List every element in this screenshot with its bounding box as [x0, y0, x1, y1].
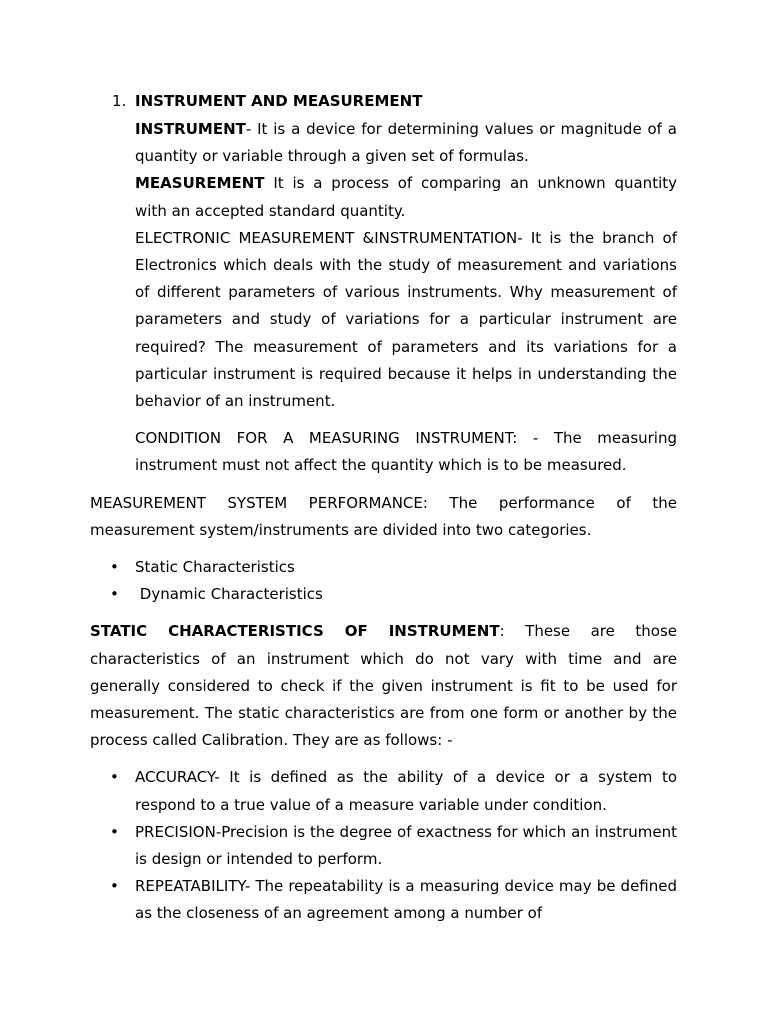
- section-number: 1.: [112, 92, 127, 110]
- measurement-text: It is a process of comparing an unknown quantity with an accepted standard quantity.: [135, 174, 677, 220]
- static-characteristics-paragraph: [90, 618, 677, 754]
- list-item-text: ACCURACY- It is defined as the ability of a device or a system to respond to a true value of a measure variable under condition.: [135, 768, 677, 814]
- document-page: [90, 86, 677, 928]
- list-item: [110, 873, 677, 927]
- instrument-definition: [135, 116, 677, 170]
- list-item: [110, 554, 677, 581]
- condition-paragraph: CONDITION FOR A MEASURING INSTRUMENT: - The measuring instrument must not affect the quantity which is to be measured.: [135, 429, 677, 475]
- bullet-icon: •: [110, 585, 119, 604]
- electronic-measurement-paragraph: ELECTRONIC MEASUREMENT &INSTRUMENTATION- It is the branch of Electronics which deals with the study of measurement and variations of different parameters of various instruments. Why measurement of parameters and study of variations for a particular instrument are required? The measurement of parameters and its variations for a particular instrument is required because it helps in understanding the behavior of an instrument.: [135, 228, 677, 411]
- performance-paragraph: MEASUREMENT SYSTEM PERFORMANCE: The performance of the measurement system/instruments are divided into two categories.: [90, 493, 677, 539]
- bullet-icon: •: [110, 822, 119, 841]
- performance-list: [90, 554, 677, 608]
- section-heading: INSTRUMENT AND MEASUREMENT: [135, 92, 423, 110]
- list-item: [110, 581, 677, 608]
- static-characteristics-text: : These are those characteristics of an instrument which do not vary with time and are generally considered to check if the given instrument is fit to be used for measurement. The static characteristics are from one form or another by the process called Calibration. They are as follows: -: [90, 622, 677, 750]
- list-item: [110, 819, 677, 873]
- list-item: [110, 764, 677, 818]
- bullet-icon: •: [110, 768, 119, 787]
- section-heading-row: [112, 86, 677, 116]
- measurement-definition: [135, 170, 677, 224]
- bullet-icon: •: [110, 558, 119, 577]
- static-characteristics-term: STATIC CHARACTERISTICS OF INSTRUMENT: [90, 622, 500, 641]
- measurement-term: MEASUREMENT: [135, 174, 265, 193]
- list-item-text: PRECISION-Precision is the degree of exactness for which an instrument is design or intended to perform.: [135, 822, 677, 869]
- static-characteristics-list: [90, 764, 677, 927]
- bullet-icon: •: [110, 877, 119, 896]
- list-item-text: Dynamic Characteristics: [135, 585, 323, 604]
- instrument-term: INSTRUMENT: [135, 120, 246, 138]
- instrument-text: - It is a device for determining values or magnitude of a quantity or variable through a given set of formulas.: [135, 120, 677, 166]
- list-item-text: REPEATABILITY- The repeatability is a measuring device may be defined as the closeness of an agreement among a number of: [135, 877, 677, 923]
- list-item-text: Static Characteristics: [135, 558, 295, 577]
